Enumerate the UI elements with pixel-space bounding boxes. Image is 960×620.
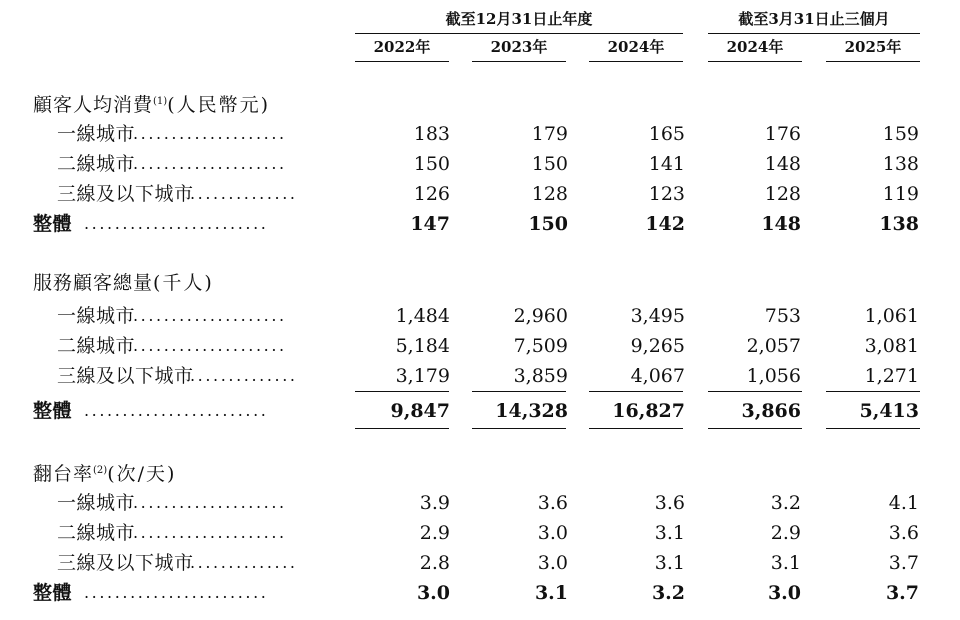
row-label: 一線城市 [57, 492, 136, 514]
cell-value: 165 [648, 123, 685, 145]
table-row-total [0, 210, 960, 238]
cell-value: 5,413 [859, 400, 919, 422]
header-group-three-months-rule [708, 33, 920, 34]
dot-leader: .............. [190, 553, 298, 572]
cell-value: 2,057 [746, 335, 801, 357]
cell-value: 3.6 [654, 492, 685, 514]
cell-value: 14,328 [495, 400, 568, 422]
subtotal-rule [472, 391, 566, 392]
cell-value: 3.0 [537, 522, 568, 544]
section-title-customers-served [33, 270, 214, 296]
cell-value: 2,960 [513, 305, 568, 327]
table-row-total [0, 397, 960, 425]
table-row [0, 362, 960, 390]
cell-value: 150 [413, 153, 450, 175]
total-rule [826, 428, 920, 429]
cell-value: 3.9 [419, 492, 450, 514]
cell-value: 7,509 [513, 335, 568, 357]
row-label: 整體 [33, 582, 73, 604]
row-label: 整體 [33, 400, 73, 422]
cell-value: 138 [879, 213, 919, 235]
header-group-three-months: 截至3月31日止三個月 [738, 10, 890, 28]
cell-value: 3,495 [630, 305, 685, 327]
row-label: 一線城市 [57, 123, 136, 145]
cell-value: 3.0 [416, 582, 450, 604]
year-header-rule [826, 61, 920, 62]
total-rule [472, 428, 566, 429]
cell-value: 148 [764, 153, 801, 175]
dot-leader: .................... [133, 154, 287, 173]
cell-value: 123 [648, 183, 685, 205]
year-header-rule [589, 61, 683, 62]
cell-value: 141 [648, 153, 685, 175]
dot-leader: ........................ [84, 214, 269, 233]
cell-value: 3,866 [741, 400, 801, 422]
header-group-fiscal-year: 截至12月31日止年度 [445, 10, 593, 28]
dot-leader: .................... [133, 306, 287, 325]
year-header-2023: 2023年 [490, 38, 548, 56]
cell-value: 3.1 [534, 582, 568, 604]
cell-value: 3.2 [651, 582, 685, 604]
section-title-text: 顧客人均消費 [33, 94, 154, 116]
year-header-2024-q1: 2024年 [726, 38, 784, 56]
cell-value: 16,827 [612, 400, 685, 422]
cell-value: 3.2 [770, 492, 801, 514]
section-unit: (人民幣元) [167, 94, 271, 116]
year-header-rule [708, 61, 802, 62]
table-row [0, 150, 960, 178]
cell-value: 126 [413, 183, 450, 205]
cell-value: 138 [882, 153, 919, 175]
row-label: 三線及以下城市 [57, 365, 194, 387]
row-label: 二線城市 [57, 335, 136, 357]
cell-value: 3.0 [537, 552, 568, 574]
cell-value: 3.0 [767, 582, 801, 604]
subtotal-rule [355, 391, 449, 392]
table-row [0, 120, 960, 148]
section-title-text: 翻台率 [33, 463, 94, 485]
total-rule [708, 428, 802, 429]
cell-value: 3,081 [864, 335, 919, 357]
cell-value: 5,184 [395, 335, 450, 357]
section-unit: (次/天) [107, 463, 177, 485]
cell-value: 2.9 [770, 522, 801, 544]
cell-value: 142 [645, 213, 685, 235]
dot-leader: .................... [133, 336, 287, 355]
table-row [0, 302, 960, 330]
section-title-spend-per-customer [33, 89, 270, 115]
dot-leader: .............. [190, 366, 298, 385]
table-row-total [0, 579, 960, 607]
cell-value: 119 [882, 183, 919, 205]
dot-leader: ........................ [84, 583, 269, 602]
cell-value: 147 [410, 213, 450, 235]
row-label: 二線城市 [57, 153, 136, 175]
dot-leader: .............. [190, 184, 298, 203]
year-header-2024-fy: 2024年 [607, 38, 665, 56]
cell-value: 2.8 [419, 552, 450, 574]
cell-value: 4.1 [888, 492, 919, 514]
cell-value: 150 [528, 213, 568, 235]
subtotal-rule [708, 391, 802, 392]
table-row [0, 489, 960, 517]
year-header-2022: 2022年 [373, 38, 431, 56]
cell-value: 3,179 [395, 365, 450, 387]
cell-value: 150 [531, 153, 568, 175]
cell-value: 3.1 [654, 522, 685, 544]
footnote-marker: (1) [153, 96, 168, 107]
row-label: 一線城市 [57, 305, 136, 327]
cell-value: 1,056 [746, 365, 801, 387]
table-row [0, 519, 960, 547]
dot-leader: .................... [133, 493, 287, 512]
row-label: 三線及以下城市 [57, 183, 194, 205]
cell-value: 3.1 [654, 552, 685, 574]
cell-value: 3.7 [885, 582, 919, 604]
table-row [0, 332, 960, 360]
cell-value: 3.6 [888, 522, 919, 544]
row-label: 二線城市 [57, 522, 136, 544]
section-unit: (千人) [153, 272, 214, 294]
cell-value: 159 [882, 123, 919, 145]
cell-value: 9,847 [390, 400, 450, 422]
cell-value: 9,265 [630, 335, 685, 357]
cell-value: 179 [531, 123, 568, 145]
section-title-text: 服務顧客總量 [33, 272, 154, 294]
cell-value: 183 [413, 123, 450, 145]
cell-value: 2.9 [419, 522, 450, 544]
cell-value: 1,271 [864, 365, 919, 387]
cell-value: 1,484 [395, 305, 450, 327]
year-header-rule [472, 61, 566, 62]
cell-value: 176 [764, 123, 801, 145]
dot-leader: .................... [133, 124, 287, 143]
total-rule [355, 428, 449, 429]
cell-value: 128 [764, 183, 801, 205]
footnote-marker: (2) [93, 465, 108, 476]
year-header-2025-q1: 2025年 [844, 38, 902, 56]
cell-value: 3,859 [513, 365, 568, 387]
table-row [0, 180, 960, 208]
subtotal-rule [826, 391, 920, 392]
table-row [0, 549, 960, 577]
total-rule [589, 428, 683, 429]
section-title-table-turnover [33, 458, 176, 484]
cell-value: 4,067 [630, 365, 685, 387]
cell-value: 3.6 [537, 492, 568, 514]
row-label: 整體 [33, 213, 73, 235]
row-label: 三線及以下城市 [57, 552, 194, 574]
cell-value: 128 [531, 183, 568, 205]
cell-value: 3.7 [888, 552, 919, 574]
cell-value: 148 [761, 213, 801, 235]
cell-value: 1,061 [864, 305, 919, 327]
cell-value: 3.1 [770, 552, 801, 574]
year-header-rule [355, 61, 449, 62]
subtotal-rule [589, 391, 683, 392]
dot-leader: ........................ [84, 401, 269, 420]
header-group-fiscal-year-rule [355, 33, 683, 34]
dot-leader: .................... [133, 523, 287, 542]
cell-value: 753 [764, 305, 801, 327]
